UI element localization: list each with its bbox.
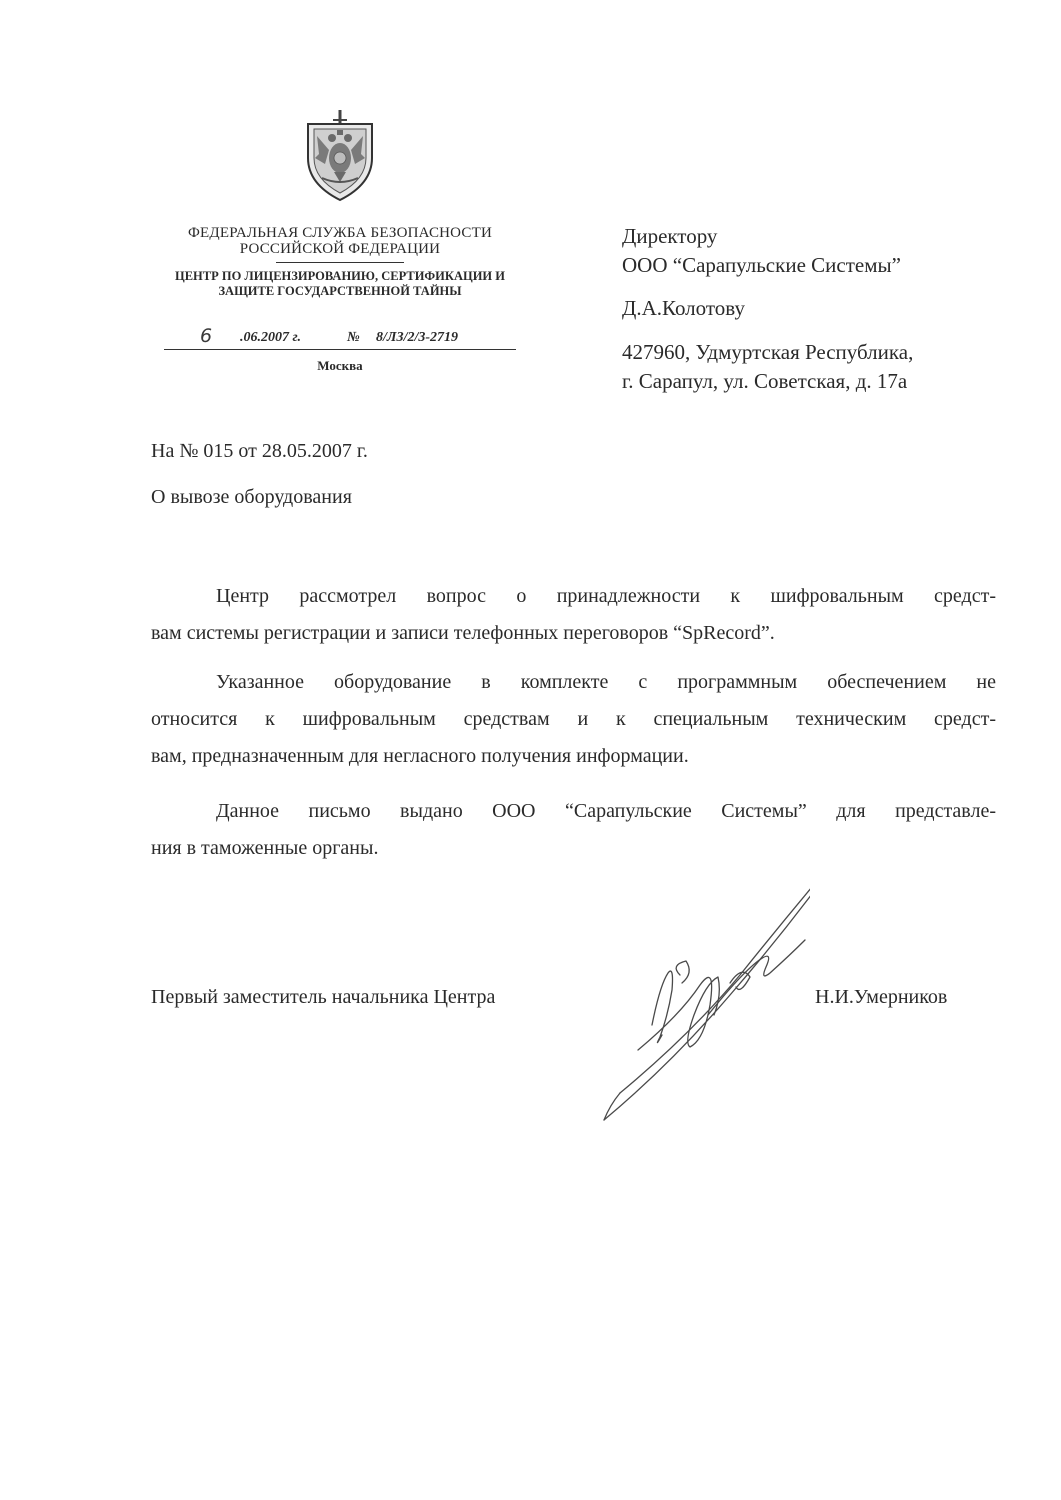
registration-line: [164, 327, 516, 350]
body-paragraph-1: [151, 578, 996, 652]
body-line: Данное письмо выдано ООО “Сарапульские Системы” для представле-: [216, 800, 996, 822]
letterhead-divider: [276, 262, 404, 263]
body-paragraph-3: [151, 793, 996, 867]
addressee-title: Директору: [622, 224, 718, 248]
reference-line: На № 015 от 28.05.2007 г.: [151, 440, 368, 462]
reg-date: .06.2007 г.: [240, 330, 301, 345]
signatory-name: Н.И.Умерников: [815, 986, 948, 1008]
signatory-position: Первый заместитель начальника Центра: [151, 986, 496, 1008]
handwritten-signature: [590, 865, 810, 1135]
reg-number: 8/ЛЗ/2/3-2719: [376, 330, 459, 345]
org-name-line1: ФЕДЕРАЛЬНАЯ СЛУЖБА БЕЗОПАСНОСТИ: [187, 225, 492, 241]
body-line: относится к шифровальным средствам и к специальным техническим средст-: [151, 708, 996, 730]
center-name-line2: ЗАЩИТЕ ГОСУДАРСТВЕННОЙ ТАЙНЫ: [218, 284, 462, 298]
reg-number-sign: №: [347, 330, 360, 345]
body-line: вам, предназначенным для негласного получения информации.: [151, 745, 689, 767]
center-name-line1: ЦЕНТР ПО ЛИЦЕНЗИРОВАНИЮ, СЕРТИФИКАЦИИ И: [174, 269, 505, 283]
letterhead: [150, 225, 530, 299]
addressee-organization: ООО “Сарапульские Системы”: [622, 253, 901, 277]
reg-day-handwritten: 6: [200, 325, 213, 347]
fsb-shield-emblem-icon: [300, 110, 380, 202]
addressee-address-line1: 427960, Удмуртская Республика,: [622, 340, 914, 364]
body-line: вам системы регистрации и записи телефонных переговоров “SpRecord”.: [151, 622, 775, 644]
subject-line: О вывозе оборудования: [151, 486, 352, 508]
city: Москва: [317, 358, 363, 373]
org-name-line2: РОССИЙСКОЙ ФЕДЕРАЦИИ: [239, 241, 441, 257]
body-line: Указанное оборудование в комплекте с программным обеспечением не: [216, 671, 996, 693]
addressee-person: Д.А.Колотову: [622, 296, 745, 320]
addressee-address-line2: г. Сарапул, ул. Советская, д. 17а: [622, 369, 908, 393]
body-line: Центр рассмотрел вопрос о принадлежности к шифровальным средст-: [216, 585, 996, 607]
body-line: ния в таможенные органы.: [151, 837, 379, 859]
body-paragraph-2: [151, 664, 996, 775]
